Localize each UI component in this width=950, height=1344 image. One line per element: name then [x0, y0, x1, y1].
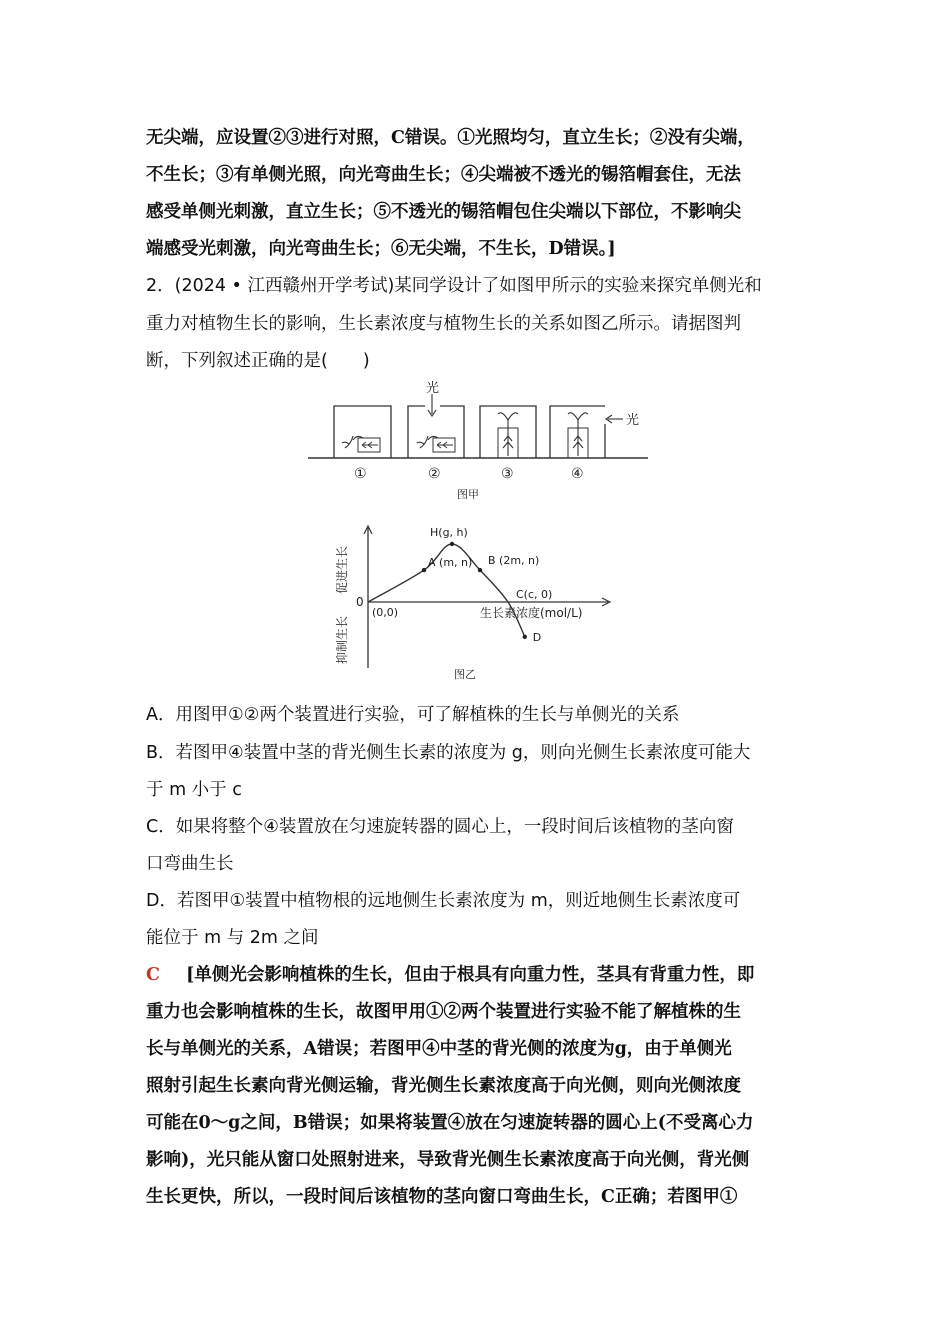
answer-line-4: 照射引起生长素向背光侧运输，背光侧生长素浓度高于向光侧，则向光侧浓度 — [146, 1076, 741, 1096]
question-line-3: 断，下列叙述正确的是( ) — [146, 351, 370, 371]
chart-point-label: H(g, h) — [430, 526, 468, 539]
light-label-top: 光 — [426, 381, 440, 396]
box-label-1: ① — [354, 466, 367, 482]
chart-point-label: B (2m, n) — [488, 554, 540, 568]
figure-yi-chart — [330, 520, 630, 680]
option-a[interactable]: A．用图甲①②两个装置进行实验，可了解植株的生长与单侧光的关系 — [146, 705, 680, 725]
explanation-line-4: 端感受光刺激，向光弯曲生长；⑥无尖端，不生长，D错误。] — [146, 239, 616, 259]
box-3 — [480, 406, 536, 458]
question-line-1: 2．(2024 • 江西赣州开学考试)某同学设计了如图甲所示的实验来探究单侧光和 — [146, 276, 762, 296]
chart-point — [478, 568, 482, 572]
light-label-side: 光 — [626, 413, 640, 428]
answer-line-7: 生长更快，所以，一段时间后该植物的茎向窗口弯曲生长，C正确；若图甲① — [146, 1187, 738, 1207]
x-label: 生长素浓度(mol/L) — [480, 606, 583, 620]
zero-label: 0 — [356, 595, 364, 609]
figure-yi-caption: 图乙 — [454, 668, 476, 680]
option-c-line-2[interactable]: 口弯曲生长 — [146, 854, 234, 874]
chart-point-label: A (m, n) — [428, 556, 473, 570]
figure-jia — [300, 380, 660, 505]
option-b-line-1[interactable]: B．若图甲④装置中茎的背光侧生长素的浓度为 g，则向光侧生长素浓度可能大 — [146, 743, 751, 763]
option-b-line-2[interactable]: 于 m 小于 c — [146, 780, 242, 800]
chart-point — [422, 568, 426, 572]
chart-point-label: C(c, 0) — [516, 588, 553, 601]
box-4 — [550, 406, 623, 458]
chart-point — [523, 635, 527, 639]
box-1 — [334, 406, 391, 458]
explanation-line-3: 感受单侧光刺激，直立生长；⑤不透光的锡箔帽包住尖端以下部位，不影响尖 — [146, 202, 741, 222]
option-d-line-1[interactable]: D．若图甲①装置中植物根的远地侧生长素浓度为 m，则近地侧生长素浓度可 — [146, 891, 741, 911]
answer-line-3: 长与单侧光的关系，A错误；若图甲④中茎的背光侧的浓度为g，由于单侧光 — [146, 1039, 732, 1059]
plant-upright-icon — [498, 413, 518, 456]
plant-upright-icon — [568, 413, 588, 456]
answer-letter: C — [146, 965, 160, 985]
box-2 — [408, 394, 464, 458]
chart-point-label: D — [532, 630, 542, 644]
chart-point — [450, 542, 454, 546]
answer-line-1 — [146, 963, 754, 987]
y-label-inhibit: 抑制生长 — [335, 615, 349, 665]
figure-jia-caption: 图甲 — [457, 488, 479, 501]
box-label-4: ④ — [571, 466, 584, 482]
answer-first-line: [单侧光会影响植株的生长，但由于根具有向重力性，茎具有背重力性，即 — [186, 965, 755, 985]
option-d-line-2[interactable]: 能位于 m 与 2m 之间 — [146, 928, 319, 948]
answer-line-6: 影响)，光只能从窗口处照射进来，导致背光侧生长素浓度高于向光侧，背光侧 — [146, 1150, 750, 1170]
answer-line-5: 可能在0～g之间，B错误；如果将装置④放在匀速旋转器的圆心上(不受离心力 — [146, 1113, 754, 1133]
chart-point-label: (0,0) — [372, 606, 399, 619]
box-label-3: ③ — [501, 466, 514, 482]
answer-line-2: 重力也会影响植株的生长，故图甲用①②两个装置进行实验不能了解植株的生 — [146, 1002, 741, 1022]
explanation-line-2: 不生长；③有单侧光照，向光弯曲生长；④尖端被不透光的锡箔帽套住，无法 — [146, 165, 741, 185]
explanation-line-1: 无尖端，应设置②③进行对照，C错误。①光照均匀，直立生长；②没有尖端， — [146, 128, 755, 148]
box-label-2: ② — [428, 466, 441, 482]
question-line-2: 重力对植物生长的影响，生长素浓度与植物生长的关系如图乙所示。请据图判 — [146, 314, 741, 334]
option-c-line-1[interactable]: C．如果将整个④装置放在匀速旋转器的圆心上，一段时间后该植物的茎向窗 — [146, 817, 734, 837]
y-label-promote: 促进生长 — [335, 545, 349, 595]
